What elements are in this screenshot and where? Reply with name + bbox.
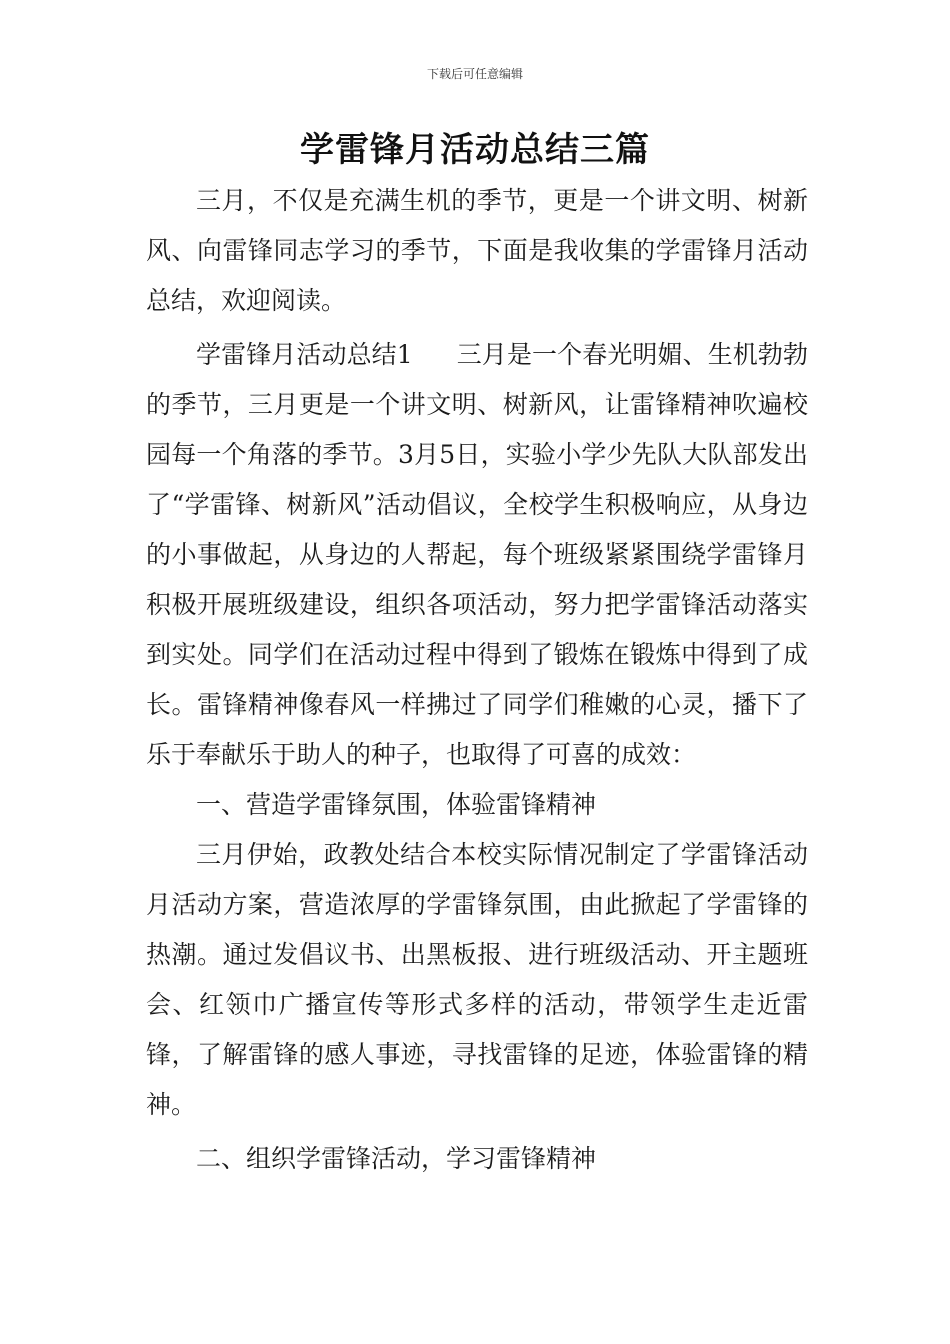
intro-paragraph: 三月，不仅是充满生机的季节，更是一个讲文明、树新风、向雷锋同志学习的季节，下面是我收集的学雷锋月活动总结，欢迎阅读。 bbox=[146, 186, 808, 315]
document-body bbox=[146, 176, 808, 1184]
document-title: 学雷锋月活动总结三篇 bbox=[300, 130, 650, 170]
header-note: 下载后可任意编辑 bbox=[426, 67, 523, 81]
section1-label: 学雷锋月活动总结1 bbox=[196, 340, 413, 369]
paragraph-1: 三月伊始，政教处结合本校实际情况制定了学雷锋活动月活动方案，营造浓厚的学雷锋氛围，由此掀起了学雷锋的热潮。通过发倡议书、出黑板报、进行班级活动、开主题班会、红领巾广播宣传等形式多样的活动，带领学生走近雷锋，了解雷锋的感人事迹，寻找雷锋的足迹，体验雷锋的精神。 bbox=[146, 840, 808, 1119]
section1-paragraph bbox=[146, 330, 808, 780]
section1-text: 三月是一个春光明媚、生机勃勃的季节，三月更是一个讲文明、树新风，让雷锋精神吹遍校园每一个角落的季节。3月5日，实验小学少先队大队部发出了“学雷锋、树新风”活动倡议，全校学生积极响应，从身边的小事做起，从身边的人帮起，每个班级紧紧围绕学雷锋月积极开展班级建设，组织各项活动，努力把学雷锋活动落实到实处。同学们在活动过程中得到了锻炼在锻炼中得到了成长。雷锋精神像春风一样拂过了同学们稚嫩的心灵，播下了乐于奉献乐于助人的种子，也取得了可喜的成效： bbox=[146, 340, 808, 769]
section-heading-2: 二、组织学雷锋活动，学习雷锋精神 bbox=[196, 1144, 597, 1173]
section-heading-1: 一、营造学雷锋氛围，体验雷锋精神 bbox=[196, 790, 597, 819]
